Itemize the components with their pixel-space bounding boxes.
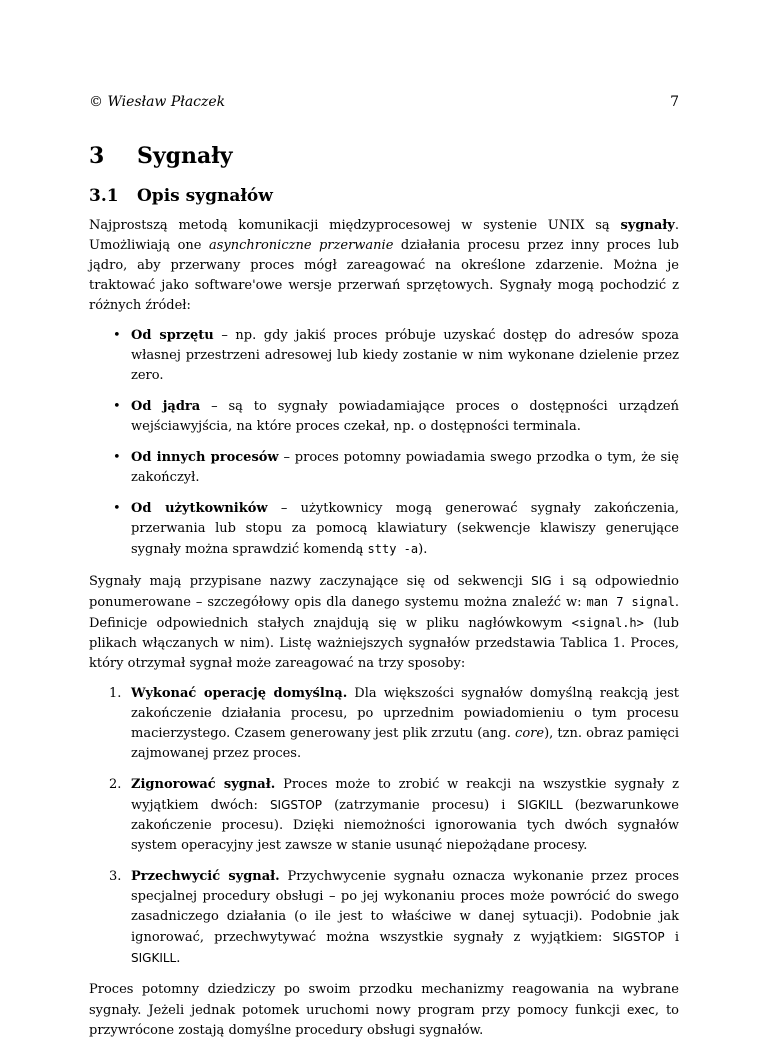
item-text: i: [664, 930, 679, 945]
intro-italic: asynchroniczne przerwanie: [208, 238, 394, 253]
item-text: – proces potomny powiadamia swego przodka o tym, że się zakończył.: [131, 450, 679, 485]
item-text: ), tzn. obraz pamięci zajmowanej przez proces.: [131, 726, 679, 761]
subsection-title: Opis sygnałów: [137, 186, 273, 206]
signal-name: SIGKILL: [517, 798, 563, 812]
item-number: 3.: [109, 869, 122, 884]
list-item: [89, 775, 679, 856]
author-name: Wiesław Płaczek: [107, 94, 226, 110]
copyright-symbol: ©: [89, 94, 103, 110]
header-author: [89, 92, 225, 112]
signal-name: SIGSTOP: [612, 930, 665, 944]
item-number: 1.: [109, 686, 122, 701]
item-text: ).: [418, 542, 428, 557]
intro-text: . Umożliwiają one: [89, 218, 679, 253]
paragraph-text: . Definicje odpowiednich stałych znajdują się w pliku nagłówkowym: [89, 595, 679, 631]
section-number: 3: [89, 143, 105, 169]
item-text: – użytkownicy mogą generować sygnały zakończenia, przerwania lub stopu za pomocą klawiatury (sekwencje klawiszy generujące sygnały można sprawdzić komendą: [131, 501, 679, 557]
item-title: Od użytkowników: [131, 501, 268, 516]
bullet: •: [113, 450, 121, 465]
signal-name: SIGSTOP: [269, 798, 323, 812]
inline-code: stty -a: [367, 542, 419, 556]
reactions-list: [89, 684, 679, 969]
subsection-number: 3.1: [89, 186, 119, 206]
function-name: exec: [626, 1003, 655, 1017]
list-item: [89, 448, 679, 488]
paragraph-text: , to przywrócone zostają domyślne procedury obsługi sygnałów.: [89, 1003, 679, 1038]
document-page: [89, 92, 679, 1041]
list-item: [89, 684, 679, 764]
intro-text: Najprostszą metodą komunikacji międzyprocesowej w systenie UNIX są: [89, 218, 621, 233]
subsection-heading: [89, 184, 679, 208]
inline-code: man 7 signal: [586, 595, 675, 609]
bullet: •: [113, 501, 121, 516]
intro-bold: sygnały: [620, 218, 675, 233]
paragraph-text: Sygnały mają przypisane nazwy zaczynające się od sekwencji: [89, 574, 532, 589]
item-italic: core: [515, 726, 545, 741]
item-title: Od jądra: [131, 399, 201, 414]
item-number: 2.: [109, 777, 122, 792]
page-number: 7: [670, 94, 679, 110]
section-heading: [89, 142, 679, 170]
bullet: •: [113, 399, 121, 414]
item-title: Od sprzętu: [131, 328, 214, 343]
item-text: Proces może to zrobić w reakcji na wszystkie sygnały z wyjątkiem dwóch:: [131, 777, 679, 813]
item-title: Przechwycić sygnał.: [131, 869, 280, 884]
section-title: Sygnały: [137, 143, 233, 169]
inline-code: <signal.h>: [571, 616, 644, 630]
item-text: (zatrzymanie procesu) i: [322, 798, 518, 813]
bullet: •: [113, 328, 121, 343]
item-text: – są to sygnały powiadamiające proces o dostępności urządzeń wejściawyjścia, na które proces czekał, np. o dostępności terminala.: [131, 399, 679, 434]
item-title: Wykonać operację domyślną.: [131, 686, 348, 701]
item-text: .: [176, 951, 181, 966]
list-item: [89, 499, 679, 560]
paragraph-text: i są odpowiednio ponumerowane – szczegółowy opis dla danego systemu można znaleźć w:: [89, 574, 680, 610]
item-text: (bezwarunkowe zakończenie procesu). Dzięki niemożności ignorowania tych dwóch sygnałów system operacyjny jest zawsze w stanie usunąć niepożądane procesy.: [131, 798, 679, 853]
signal-name: SIGKILL: [131, 951, 177, 965]
final-paragraph: [89, 980, 679, 1041]
item-title: Od innych procesów: [131, 450, 279, 465]
intro-text: działania procesu przez inny proces lub jądro, aby przerwany proces mógł zareagować na określone zdarzenie. Można je traktować jako software'owe wersje przerwań sprzętowych. Sygnały mogą pochodzić z różnych źródeł:: [89, 238, 679, 313]
list-item: [89, 867, 679, 969]
intro-paragraph: [89, 216, 679, 316]
signal-prefix: SIG: [531, 574, 552, 588]
signal-names-paragraph: [89, 571, 679, 674]
item-text: Przychwycenie sygnału oznacza wykonanie przez proces specjalnej procedury obsługi – po jej wykonaniu proces może powrócić do swego zasadniczego działania (o ile jest to właściwe w danej sytuacji). Podobnie jak ignorować, przechwytywać można wszystkie sygnały z wyjątkiem:: [131, 869, 679, 945]
item-title: Zignorować sygnał.: [131, 777, 276, 792]
page-header: [89, 92, 679, 112]
paragraph-text: Proces potomny dziedziczy po swoim przodku mechanizmy reagowania na wybrane sygnały. Jeżeli jednak potomek uruchomi nowy program przy pomocy funkcji: [89, 982, 679, 1018]
list-item: [89, 397, 679, 437]
signal-sources-list: [89, 326, 679, 560]
item-text: Dla większości sygnałów domyślną reakcją jest zakończenie działania procesu, po uprzednim powiadomieniu o tym procesu macierzystego. Czasem generowany jest plik zrzutu (ang.: [131, 686, 679, 741]
item-text: – np. gdy jakiś proces próbuje uzyskać dostęp do adresów spoza własnej przestrzeni adresowej lub kiedy zostanie w nim wykonane dzielenie przez zero.: [131, 328, 679, 383]
paragraph-text: (lub plikach włączanych w nim). Listę ważniejszych sygnałów przedstawia Tablica 1. Proces, który otrzymał sygnał może zareagować na trzy sposoby:: [89, 616, 679, 671]
list-item: [89, 326, 679, 386]
